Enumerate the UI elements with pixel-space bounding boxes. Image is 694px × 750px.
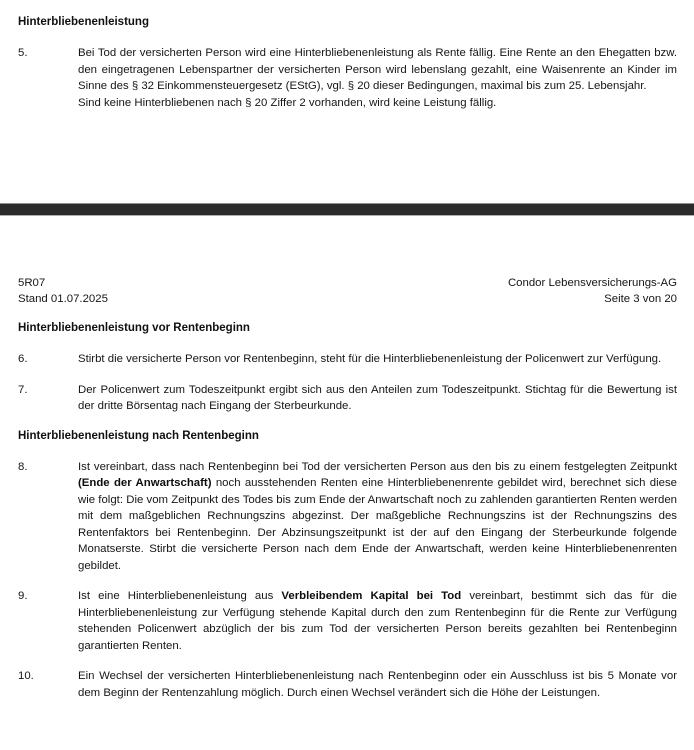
page-3 — [0, 216, 694, 701]
clause-7-text: Der Policenwert zum Todeszeitpunkt ergibt sich aus den Anteilen zum Todeszeitpunkt. Stichtag für die Bewertung ist der dritte Börsentag nach Eingang der Sterbeurkunde. — [78, 383, 677, 412]
company-name: Condor Lebensversicherungs-AG — [507, 277, 677, 289]
page-2-bottom — [0, 0, 694, 203]
clause-5 — [18, 45, 677, 111]
clause-5-line1: Bei Tod der versicherten Person wird eine Hinterbliebenenleistung als Rente fällig. Eine Rente an den Ehegatten bzw. den eingetragenen Lebenspartner der versicherten Person wird lebenslang gezahlt, eine Waisenrente an Kinder im Sinne des § 32 Einkommensteuergesetz (EStG), vgl. § 20 dieser Bedingungen, maximal bis zum 25. Lebensjahr. — [78, 47, 677, 92]
clause-6-text: Stirbt die versicherte Person vor Rentenbeginn, steht für die Hinterbliebenenleistung der Policenwert zur Verfügung. — [78, 353, 662, 365]
page-separator-bar — [0, 203, 694, 216]
stand-date: Stand 01.07.2025 — [18, 292, 108, 305]
clause-5-number: 5. — [18, 47, 28, 59]
clause-9 — [18, 588, 677, 654]
clause-10-text: Ein Wechsel der versicherten Hinterbliebenenleistung nach Rentenbeginn oder ein Ausschluss ist bis 5 Monate vor dem Beginn der Rentenzahlung möglich. Durch einen Wechsel verändert sich die Höhe der Leistungen. — [78, 670, 677, 699]
page-header — [18, 276, 677, 307]
clause-8 — [18, 459, 677, 575]
clause-7-number: 7. — [18, 383, 28, 396]
clause-8-pre: Ist vereinbart, dass nach Rentenbeginn bei Tod der versicherten Person aus den bis zu einem festgelegten Zeitpunkt — [78, 460, 677, 473]
clause-6-number: 6. — [18, 353, 28, 365]
page-number: Seite 3 von 20 — [604, 292, 677, 305]
clause-9-bold-term: Verbleibendem Kapital bei Tod — [281, 590, 462, 602]
clause-6 — [18, 351, 677, 368]
clause-7 — [18, 382, 677, 415]
clause-5-line2: Sind keine Hinterbliebenen nach § 20 Ziffer 2 vorhanden, wird keine Leistung fällig. — [78, 96, 497, 109]
page-header-left — [18, 276, 108, 307]
clause-9-text — [78, 588, 677, 654]
clause-8-text — [78, 459, 677, 575]
clause-8-post: noch ausstehenden Renten eine Hinterbliebenenrente gebildet wird, berechnet sich diese wie folgt: Die vom Zeitpunkt des Todes bis zum Ende der Anwartschaft noch zu zahlenden garantierten Renten werden mit dem maßgeblichen Rechnungszins abgezinst. Der maßgebliche Rechnungszins ist der Rechnungszins des Rentenfaktors bei Rentenbeginn. Der Abzinsungszeitpunkt ist der auf den Eingang der Sterbeurkunde folgende Monatserste. Stirbt die versicherte Person nach dem Ende der Anwartschaft, werden keine Hinterbliebenenrenten gebildet. — [78, 477, 677, 572]
form-id: 5R07 — [18, 277, 46, 289]
clause-9-post: vereinbart, bestimmt sich das für die Hinterbliebenenleistung zur Verfügung stehende Kapital durch den zum Rentenbeginn für die Rente zur Verfügung stehenden Policenwert abzüglich der bis zum Tod der versicherten Person bereits gezahlten bei Rentenbeginn garantierten Renten. — [78, 590, 677, 652]
section-heading-hinterbliebenenleistung: Hinterbliebenenleistung — [18, 16, 149, 28]
clause-9-pre: Ist eine Hinterbliebenenleistung aus — [78, 590, 282, 602]
clause-10 — [18, 668, 677, 701]
page-header-right — [508, 276, 677, 307]
section-heading-vor-rentenbeginn: Hinterbliebenenleistung vor Rentenbeginn — [18, 322, 250, 334]
clause-8-number: 8. — [18, 460, 28, 473]
clause-5-text — [78, 45, 677, 111]
section-heading-nach-rentenbeginn: Hinterbliebenenleistung nach Rentenbeginn — [18, 429, 259, 442]
clause-8-bold-term: (Ende der Anwartschaft) — [78, 477, 212, 489]
clause-9-number: 9. — [18, 590, 28, 602]
clause-10-number: 10. — [18, 670, 34, 682]
